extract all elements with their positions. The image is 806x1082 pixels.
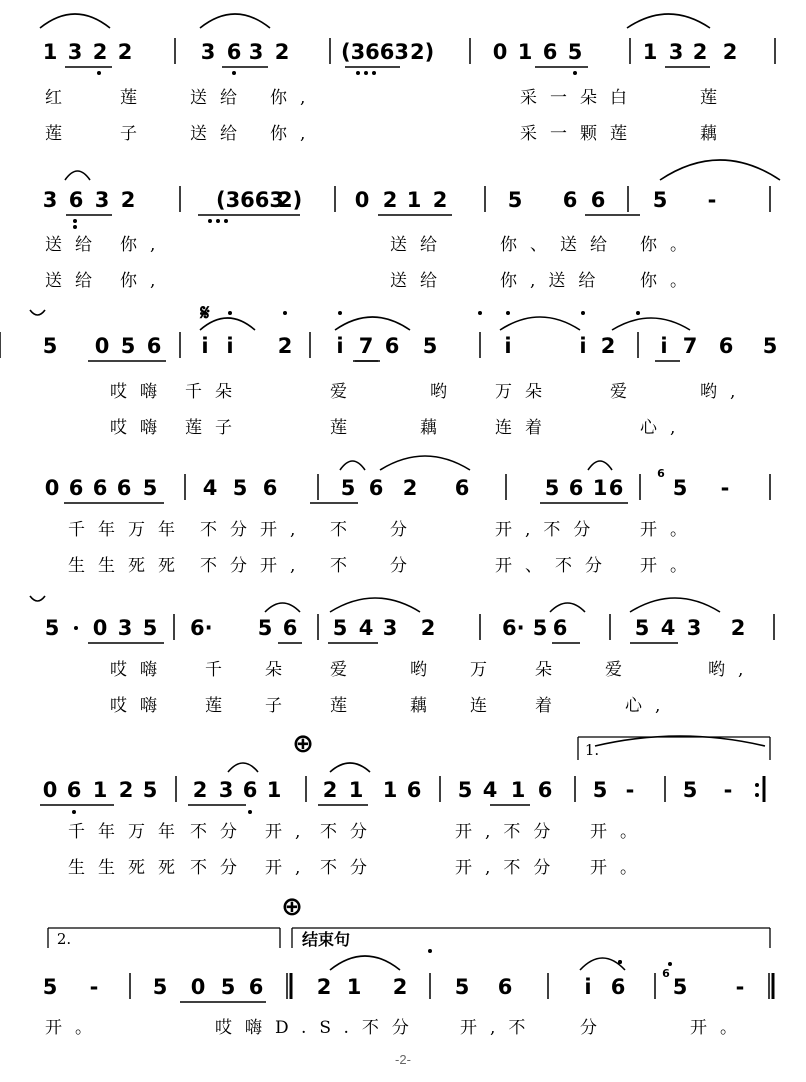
note: 6 (454, 476, 470, 500)
note: 5 (422, 334, 438, 358)
lyric-text: 哟 (410, 660, 440, 680)
note: 6· (502, 616, 525, 640)
note: 2 (600, 334, 616, 358)
note: 6 (608, 476, 624, 500)
lyric-text: 开, (265, 822, 314, 842)
lyric-text: 千 (205, 660, 235, 680)
lyric-text: 开。 (640, 520, 700, 540)
note: 6 (116, 476, 132, 500)
note: 6 (368, 476, 384, 500)
tie-continuation (30, 310, 45, 315)
slur (627, 14, 710, 28)
tie-continuation (30, 596, 45, 601)
note: 6 (537, 778, 553, 802)
lyric-text: 藕 (410, 696, 440, 716)
lyric-text: 哎嗨 (110, 660, 170, 680)
octave-dot (232, 71, 236, 75)
note: 3 (248, 40, 264, 64)
octave-dot (72, 810, 76, 814)
note: 2 (316, 975, 332, 999)
note: i (336, 334, 344, 358)
note: 5 (42, 975, 58, 999)
repeat-dot (755, 783, 759, 787)
lyric-text: 朵 (265, 660, 295, 680)
note: - (723, 778, 733, 802)
lyric-text: 爱 (605, 660, 635, 680)
note: 4 (660, 616, 676, 640)
lyric-text: 分 (390, 520, 420, 540)
note: 0 (190, 975, 206, 999)
octave-dot (224, 219, 228, 223)
note: 7 (358, 334, 374, 358)
lyric-text: 藕 (700, 124, 730, 144)
slur (612, 318, 690, 330)
note: 0 (492, 40, 508, 64)
lyric-text: 哟, (708, 660, 757, 680)
lyric-text: 爱 (610, 382, 640, 402)
note: 6 (384, 334, 400, 358)
lyric-text: 不分开, (200, 556, 309, 576)
note: 5 (332, 616, 348, 640)
note: 2 (420, 616, 436, 640)
note: 3 (382, 616, 398, 640)
note: 6 (146, 334, 162, 358)
lyric-text: 子 (120, 124, 150, 144)
note: - (735, 975, 745, 999)
octave-dot (248, 810, 252, 814)
lyric-text: 莲子 (185, 418, 245, 438)
octave-dot (216, 219, 220, 223)
slur (500, 317, 580, 330)
note: 1 (42, 40, 58, 64)
note: - (720, 476, 730, 500)
lyric-text: 开。 (590, 822, 650, 842)
note: 6 (497, 975, 513, 999)
lyric-text: 哎嗨 (110, 418, 170, 438)
lyric-text: 送给 (390, 271, 450, 291)
note: 6 (610, 975, 626, 999)
lyric-text: 不分 (190, 822, 250, 842)
lyric-text: 万 (470, 660, 500, 680)
note: 2 (117, 40, 133, 64)
note: 6 (262, 476, 278, 500)
lyric-text: 你, (120, 235, 169, 255)
lyric-text: 送给 (45, 235, 105, 255)
lyric-text: 心, (625, 696, 674, 716)
lyric-text: 不分开, (200, 520, 309, 540)
slur (65, 171, 90, 180)
lyric-text: 哎嗨 (110, 696, 170, 716)
lyric-text: 莲 (205, 696, 235, 716)
lyric-text: 不 (330, 556, 360, 576)
segno-sign: 𝄋 (200, 301, 210, 326)
octave-dot (74, 626, 78, 630)
lyric-text: 莲 (120, 88, 150, 108)
octave-dot (573, 71, 577, 75)
note: 5 (634, 616, 650, 640)
lyric-text: 莲 (45, 124, 75, 144)
fermata (668, 962, 672, 966)
note: 6 (718, 334, 734, 358)
page-number: -2- (395, 1052, 411, 1067)
lyric-text: 你, (120, 271, 169, 291)
note: 5 (672, 476, 688, 500)
octave-dot (364, 71, 368, 75)
slur (40, 14, 110, 28)
note: 3 (67, 40, 83, 64)
note: i (504, 334, 512, 358)
note: 7 (682, 334, 698, 358)
note: 3 (94, 188, 110, 212)
slur-extended (660, 160, 780, 180)
lyric-text: 哎嗨D.S.不分 (215, 1018, 422, 1038)
note: 1 (592, 476, 608, 500)
note: 2 (274, 40, 290, 64)
note: 2 (192, 778, 208, 802)
lyric-text: 爱 (330, 660, 360, 680)
lyric-text: 不分 (320, 822, 380, 842)
octave-dot (73, 225, 77, 229)
bracketed-interlude: (3663 (215, 188, 285, 212)
note: 1 (346, 975, 362, 999)
note: 5 (152, 975, 168, 999)
lyric-text: 藕 (420, 418, 450, 438)
octave-dot (283, 311, 287, 315)
note: 1 (382, 778, 398, 802)
slur (630, 598, 720, 612)
note: - (625, 778, 635, 802)
slur (380, 456, 470, 470)
note: 3 (200, 40, 216, 64)
note: 1 (92, 778, 108, 802)
lyric-text: 开。 (690, 1018, 750, 1038)
note: 1 (517, 40, 533, 64)
note: 3 (668, 40, 684, 64)
note: 3 (42, 188, 58, 212)
octave-dot (73, 219, 77, 223)
note: 5 (457, 778, 473, 802)
note: 2 (322, 778, 338, 802)
octave-dot (97, 71, 101, 75)
slur (265, 603, 300, 612)
octave-dot (338, 311, 342, 315)
note: 5 (762, 334, 778, 358)
note: 0 (354, 188, 370, 212)
octave-dot (208, 219, 212, 223)
note: 6 (568, 476, 584, 500)
lyric-text: 莲 (330, 696, 360, 716)
lyric-text: 开,不分 (495, 520, 604, 540)
note: 5 (652, 188, 668, 212)
note: 4 (482, 778, 498, 802)
note: 4 (358, 616, 374, 640)
octave-dot (636, 311, 640, 315)
note: 5 (532, 616, 548, 640)
note: 1 (510, 778, 526, 802)
volta-2-label: 2. (56, 930, 72, 948)
note: 6 (562, 188, 578, 212)
slur (340, 461, 365, 470)
note: 2 (92, 40, 108, 64)
note: i (201, 334, 209, 358)
ending-label: 结束句 (301, 930, 351, 949)
slur (330, 956, 400, 970)
slur (200, 14, 270, 28)
lyric-text: 开,不分 (455, 822, 564, 842)
lyric-text: 分 (580, 1018, 610, 1038)
lyric-text: 红 (45, 88, 75, 108)
grace-note: 6 (662, 967, 670, 980)
lyric-text: 生生死死 (68, 556, 188, 576)
lyric-text: 莲 (330, 418, 360, 438)
note: 6 (282, 616, 298, 640)
lyric-text: 开、不分 (495, 556, 615, 576)
note: 1 (266, 778, 282, 802)
note: 5 (142, 616, 158, 640)
note: 0 (42, 778, 58, 802)
slur (580, 958, 625, 970)
note: i (660, 334, 668, 358)
note: 2 (402, 476, 418, 500)
lyric-text: 不 (330, 520, 360, 540)
note: 6 (542, 40, 558, 64)
note: i (226, 334, 234, 358)
note: 5 (142, 476, 158, 500)
note: 5 (507, 188, 523, 212)
note: 2) (278, 188, 303, 212)
lyric-text: 千年万年 (68, 822, 188, 842)
lyric-text: 连 (470, 696, 500, 716)
note: - (89, 975, 99, 999)
slur (588, 461, 612, 470)
note: 2 (120, 188, 136, 212)
note: 2 (392, 975, 408, 999)
note: 5 (454, 975, 470, 999)
lyric-text: 开。 (45, 1018, 105, 1038)
note: 3 (117, 616, 133, 640)
fermata (618, 960, 622, 964)
lyric-text: 你、送给 (500, 235, 620, 255)
note: 5 (220, 975, 236, 999)
lyric-text: 不分 (190, 858, 250, 878)
lyric-text: 爱 (330, 382, 360, 402)
note: 2) (410, 40, 435, 64)
note: 2 (118, 778, 134, 802)
repeat-dot (755, 793, 759, 797)
note: 5 (672, 975, 688, 999)
lyric-text: 不分 (320, 858, 380, 878)
lyric-text: 万朵 (495, 382, 555, 402)
note: 6 (242, 778, 258, 802)
note: 5 (340, 476, 356, 500)
slur (335, 317, 410, 330)
volta-1-label: 1. (584, 741, 600, 759)
octave-dot (372, 71, 376, 75)
note: 3 (686, 616, 702, 640)
lyric-text: 你。 (640, 271, 700, 291)
lyric-text: 开。 (590, 858, 650, 878)
lyric-text: 你,送给 (500, 271, 609, 291)
note: 2 (277, 334, 293, 358)
note: - (707, 188, 717, 212)
lyric-text: 你。 (640, 235, 700, 255)
lyric-text: 哟 (430, 382, 460, 402)
lyric-text: 心, (640, 418, 689, 438)
octave-dot (581, 311, 585, 315)
note: 0 (92, 616, 108, 640)
octave-dot (478, 311, 482, 315)
note: 6· (190, 616, 213, 640)
note: 5 (682, 778, 698, 802)
note: 6 (68, 188, 84, 212)
note: i (579, 334, 587, 358)
note: 6 (68, 476, 84, 500)
note: 5 (142, 778, 158, 802)
note: 5 (567, 40, 583, 64)
lyric-text: 送给 (190, 88, 250, 108)
note: 0 (94, 334, 110, 358)
octave-dot (428, 949, 432, 953)
bracketed-interlude: (3663 (340, 40, 410, 64)
octave-dot (506, 311, 510, 315)
note: 5 (120, 334, 136, 358)
slur (550, 603, 585, 612)
lyric-text: 莲 (700, 88, 730, 108)
note: i (584, 975, 592, 999)
lyric-text: 开,不分 (455, 858, 564, 878)
lyric-text: 你, (270, 88, 319, 108)
lyric-text: 着 (535, 696, 565, 716)
note: 6 (92, 476, 108, 500)
lyric-text: 开, (265, 858, 314, 878)
note: 4 (202, 476, 218, 500)
note: 2 (722, 40, 738, 64)
lyric-text: 子 (265, 696, 295, 716)
lyric-text: 千年万年 (68, 520, 188, 540)
slur (330, 763, 370, 772)
note: 6 (406, 778, 422, 802)
lyric-text: 你, (270, 124, 319, 144)
coda-sign-bottom: ⊕ (281, 892, 303, 922)
octave-dot (228, 311, 232, 315)
lyric-text: 采一朵白 (520, 88, 640, 108)
note: 6 (248, 975, 264, 999)
note: 6 (226, 40, 242, 64)
note: 5 (592, 778, 608, 802)
lyric-text: 朵 (535, 660, 565, 680)
note: 1 (406, 188, 422, 212)
note: 0 (44, 476, 60, 500)
grace-note: 6 (657, 467, 665, 480)
lyric-text: 连着 (495, 418, 555, 438)
lyric-text: 生生死死 (68, 858, 188, 878)
note: 5 (42, 334, 58, 358)
note: 5 (232, 476, 248, 500)
note: 5 (544, 476, 560, 500)
lyric-text: 分 (390, 556, 420, 576)
note: 5 (257, 616, 273, 640)
lyric-text: 哟, (700, 382, 749, 402)
note: 1 (642, 40, 658, 64)
lyric-text: 哎嗨 (110, 382, 170, 402)
note: 6 (66, 778, 82, 802)
lyric-text: 千朵 (185, 382, 245, 402)
lyric-text: 送给 (190, 124, 250, 144)
note: 1 (348, 778, 364, 802)
lyric-text: 采一颗莲 (520, 124, 640, 144)
lyric-text: 开。 (640, 556, 700, 576)
note: 6 (590, 188, 606, 212)
lyric-text: 开,不 (460, 1018, 539, 1038)
slur (330, 598, 420, 612)
note: 6 (552, 616, 568, 640)
note: 5 (44, 616, 60, 640)
note: 2 (730, 616, 746, 640)
lyric-text: 送给 (390, 235, 450, 255)
slur (228, 763, 258, 772)
note: 3 (218, 778, 234, 802)
octave-dot (356, 71, 360, 75)
note: 2 (382, 188, 398, 212)
note: 2 (692, 40, 708, 64)
lyric-text: 送给 (45, 271, 105, 291)
note: 2 (432, 188, 448, 212)
coda-sign-top: ⊕ (292, 729, 314, 759)
